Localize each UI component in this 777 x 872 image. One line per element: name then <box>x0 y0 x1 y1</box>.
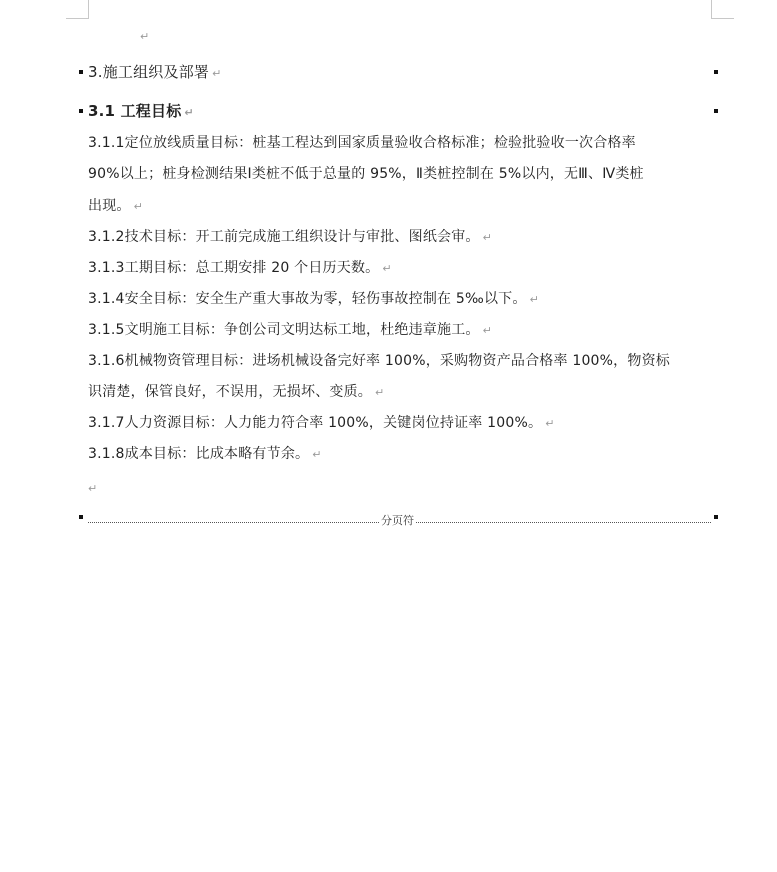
paragraph-text: 90%以上；桩身检测结果Ⅰ类桩不低于总量的 95%，Ⅱ类桩控制在 5%以内，无Ⅲ、Ⅳ类桩 <box>88 166 644 182</box>
paragraph-3-1-1-line-2[interactable] <box>88 159 644 190</box>
paragraph-number: 3.1.1 <box>88 135 125 151</box>
paragraph-text: 出现。 <box>88 198 131 214</box>
paragraph-3-1-4[interactable] <box>88 284 539 315</box>
margin-corner-top-right <box>711 0 734 19</box>
paragraph-number: 3.1.2 <box>88 229 125 245</box>
paragraph-number: 3.1.7 <box>88 415 125 431</box>
page-break-label: 分页符 <box>381 514 414 527</box>
subsection-heading-text: 3.1 工程目标 <box>88 102 182 120</box>
paragraph-text: 机械物资管理目标：进场机械设备完好率 100%，采购物资产品合格率 100%，物资标 <box>124 353 670 369</box>
format-mark-icon <box>714 109 718 113</box>
paragraph-mark-icon: ↵ <box>140 30 150 43</box>
paragraph-3-1-3[interactable] <box>88 253 392 284</box>
paragraph-number: 3.1.3 <box>88 260 125 276</box>
list-bullet-icon <box>79 109 83 113</box>
format-mark-icon <box>714 515 718 519</box>
paragraph-3-1-1-line-3[interactable] <box>88 191 143 222</box>
paragraph-number: 3.1.6 <box>88 353 125 369</box>
paragraph-number: 3.1.8 <box>88 446 125 462</box>
paragraph-mark-icon: ↵ <box>88 482 98 495</box>
list-bullet-icon <box>79 515 83 519</box>
subsection-heading[interactable] <box>88 96 194 128</box>
margin-corner-top-left <box>66 0 89 19</box>
paragraph-3-1-2[interactable] <box>88 222 492 253</box>
paragraph-3-1-6-line-2[interactable] <box>88 377 384 408</box>
list-bullet-icon <box>79 70 83 74</box>
paragraph-text: 定位放线质量目标：桩基工程达到国家质量验收合格标准；检验批验收一次合格率 <box>124 135 636 151</box>
paragraph-text: 技术目标：开工前完成施工组织设计与审批、图纸会审。 <box>124 229 480 245</box>
paragraph-3-1-8[interactable] <box>88 439 322 470</box>
paragraph-mark-icon: ↵ <box>375 386 385 399</box>
paragraph-mark-icon: ↵ <box>482 324 493 337</box>
paragraph-mark-icon: ↵ <box>184 106 194 119</box>
paragraph-mark-icon: ↵ <box>529 293 539 306</box>
paragraph-text: 人力资源目标：人力能力符合率 100%，关键岗位持证率 100%。 <box>124 415 543 431</box>
paragraph-mark-icon: ↵ <box>382 262 392 275</box>
paragraph-mark-icon: ↵ <box>212 67 222 80</box>
format-mark-icon <box>714 70 718 74</box>
paragraph-mark-icon: ↵ <box>545 417 555 430</box>
paragraph-3-1-5[interactable] <box>88 315 492 346</box>
paragraph-mark-icon: ↵ <box>482 231 493 244</box>
paragraph-number: 3.1.5 <box>88 322 125 338</box>
paragraph-3-1-1-line-1[interactable] <box>88 128 636 159</box>
section-heading-text: 3.施工组织及部署 <box>88 63 210 81</box>
paragraph-mark-icon: ↵ <box>133 200 144 213</box>
paragraph-3-1-6-line-1[interactable] <box>88 346 670 377</box>
paragraph-text: 工期目标：总工期安排 20 个日历天数。 <box>124 260 380 276</box>
paragraph-text: 安全目标：安全生产重大事故为零，轻伤事故控制在 5‰以下。 <box>124 291 527 307</box>
paragraph-text: 成本目标：比成本略有节余。 <box>124 446 310 462</box>
paragraph-text: 文明施工目标：争创公司文明达标工地，杜绝违章施工。 <box>124 322 480 338</box>
paragraph-text: 识清楚，保管良好，不误用，无损坏、变质。 <box>88 384 372 400</box>
page-break[interactable] <box>88 510 711 527</box>
paragraph-mark-icon: ↵ <box>312 448 322 461</box>
section-heading[interactable] <box>88 57 222 89</box>
paragraph-3-1-7[interactable] <box>88 408 555 439</box>
paragraph-number: 3.1.4 <box>88 291 125 307</box>
